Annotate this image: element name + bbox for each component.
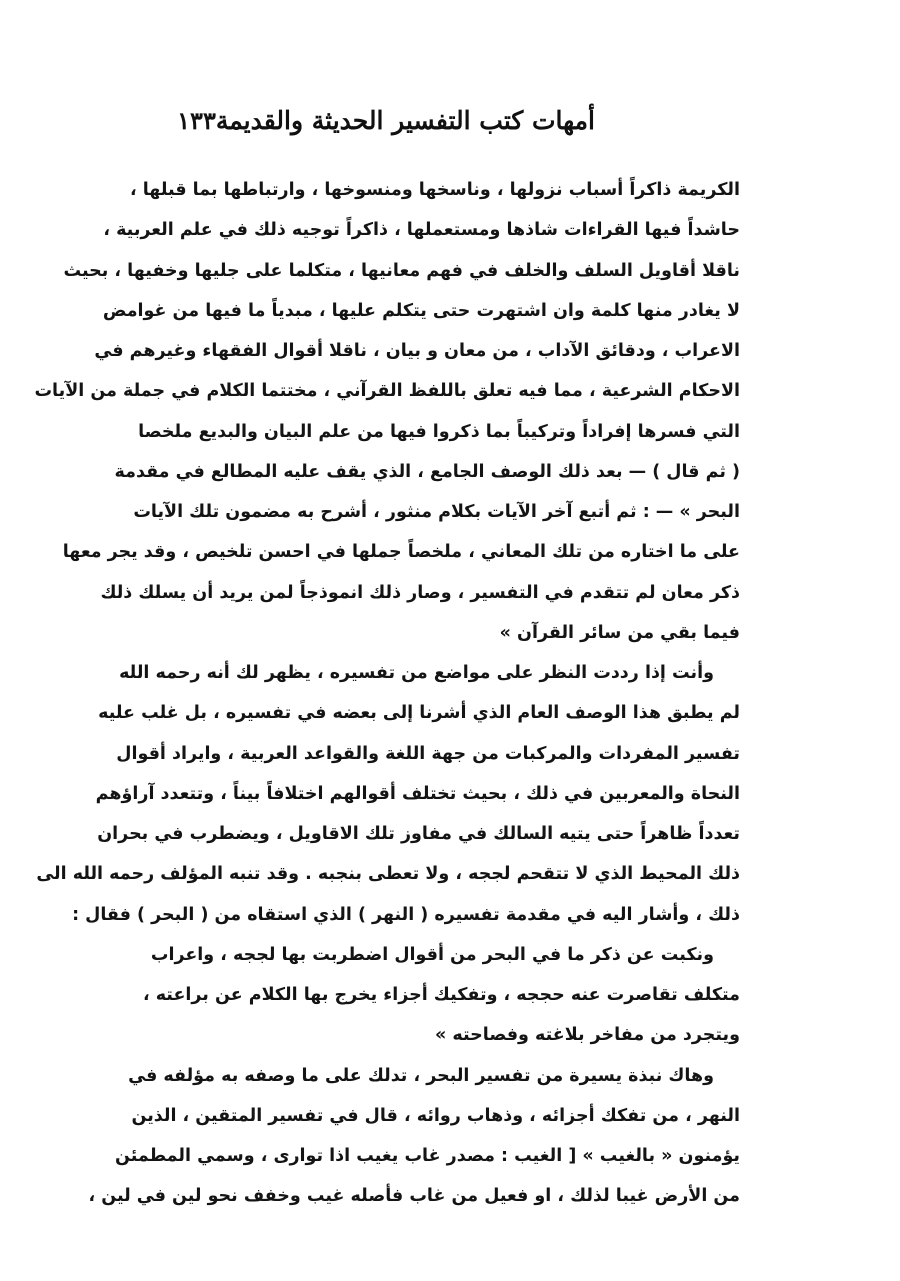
text-line: حاشداً فيها القراءات شاذها ومستعملها ، ذاكراً توجيه ذلك في علم العربية ، [103,220,740,241]
running-header [177,100,595,140]
text-line: البحر » — : ثم أتبع آخر الآيات بكلام منثور ، أشرح به مضمون تلك الآيات [133,502,740,522]
text-line: وهاك نبذة يسيرة من تفسير البحر ، تدلك على ما وصفه به مؤلفه في [128,1065,714,1086]
text-line: وأنت إذا رددت النظر على مواضع من تفسيره ، يظهر لك أنه رحمه الله [119,663,714,683]
body-text [34,170,740,1217]
text-line: على ما اختاره من تلك المعاني ، ملخصاً جملها في احسن تلخيص ، وقد يجر معها [62,542,740,563]
text-line: ناقلا أقاويل السلف والخلف في فهم معانيها ، متكلما على جليها وخفيها ، بحيث [63,260,740,281]
page-header-title: أمهات كتب التفسير الحديثة والقديمة [215,105,595,135]
text-line: تفسير المفردات والمركبات من جهة اللغة والقواعد العربية ، وايراد أقوال [116,743,740,764]
text-line: لا يغادر منها كلمة وان اشتهرت حتى يتكلم عليها ، مبدياً ما فيها من غوامض [102,300,740,321]
text-line: تعدداً ظاهراً حتى يتيه السالك في مفاوز تلك الاقاويل ، ويضطرب في بحران [97,824,740,844]
text-line: ويتجرد من مفاخر بلاغته وفصاحته » [434,1025,740,1046]
text-line: لم يطبق هذا الوصف العام الذي أشرنا إلى بعضه في تفسيره ، بل غلب عليه [98,703,740,724]
text-line: فيما بقي من سائر القرآن » [499,622,740,643]
text-line: الكريمة ذاكراً أسباب نزولها ، وناسخها ومنسوخها ، وارتباطها بما قبلها ، [129,180,740,200]
text-line: الاحكام الشرعية ، مما فيه تعلق باللفظ القرآني ، مختتما الكلام في جملة من الآيات [34,381,740,402]
text-line: ونكبت عن ذكر ما في البحر من أقوال اضطربت بها لججه ، واعراب [150,944,714,965]
text-line: متكلف تقاصرت عنه حججه ، وتفكيك أجزاء يخرج بها الكلام عن براعته ، [142,985,740,1005]
text-line: ذلك ، وأشار اليه في مقدمة تفسيره ( النهر ) الذي استقاه من ( البحر ) فقال : [72,904,740,925]
text-line: التي فسرها إفراداً وتركيباً بما ذكروا فيها من علم البيان والبديع ملخصا [138,421,740,442]
text-line: الاعراب ، ودقائق الآداب ، من معان و بيان ، ناقلا أقوال الفقهاء وغيرهم في [94,341,740,361]
text-line: ( ثم قال ) — بعد ذلك الوصف الجامع ، الذي يقف عليه المطالع في مقدمة [114,461,740,482]
text-line: يؤمنون « بالغيب » [ الغيب : مصدر غاب يغيب اذا توارى ، وسمي المطمئن [115,1146,740,1166]
text-line: النحاة والمعربين في ذلك ، بحيث تختلف أقوالهم اختلافاً بيناً ، وتتعدد آراؤهم [95,783,740,804]
text-line: من الأرض غيبا لذلك ، او فعيل من غاب فأصله غيب وخفف نحو لين في لين ، [88,1186,740,1207]
text-line: ذكر معان لم تتقدم في التفسير ، وصار ذلك انموذجاً لمن يريد أن يسلك ذلك [100,582,740,603]
text-line: النهر ، من تفكك أجزائه ، وذهاب روائه ، قال في تفسير المتقين ، الذين [131,1105,740,1126]
text-line: ذلك المحيط الذي لا تتقحم لججه ، ولا تعطى بنجبه . وقد تنبه المؤلف رحمه الله الى [36,864,740,885]
page-number: ١٣٣ [177,105,216,135]
